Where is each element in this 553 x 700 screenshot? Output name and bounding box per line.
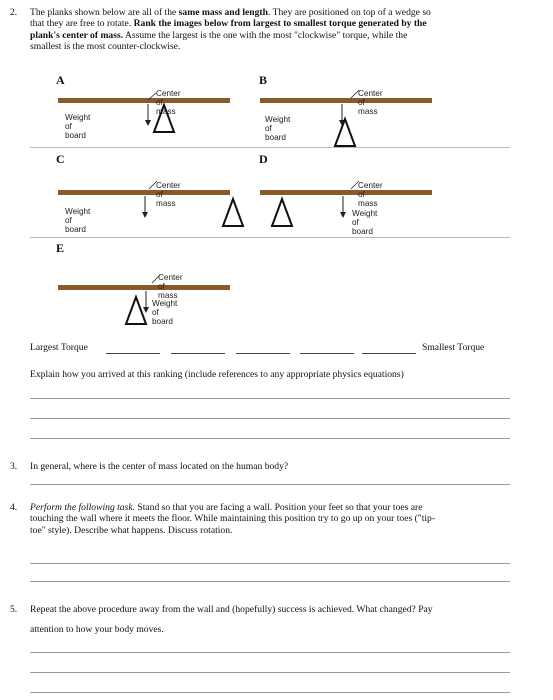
- figure-e-plank: [58, 285, 230, 290]
- rank-blank-1[interactable]: [106, 353, 160, 354]
- q5-answer-line-3[interactable]: [30, 692, 510, 693]
- q2-line1: The planks shown below are all of the same mass and length. They are positioned on top of a wedge so: [30, 7, 431, 18]
- q5-answer-line-1[interactable]: [30, 652, 510, 653]
- q4-line1: Perform the following task. Stand so that you are facing a wall. Position your feet so that your toes are: [30, 502, 423, 513]
- figure-c-wedge-icon: [221, 198, 245, 228]
- figure-b-com-label: Center of mass: [358, 89, 383, 116]
- q3-answer-line[interactable]: [30, 484, 510, 485]
- figure-a-plank: [58, 98, 230, 103]
- figure-a-com-label: Center of mass: [156, 89, 181, 116]
- q4-answer-line-2[interactable]: [30, 581, 510, 582]
- q4-number: 4.: [10, 502, 18, 513]
- q4-prompt: [30, 502, 545, 536]
- q2-number: 2.: [10, 7, 18, 18]
- q2-line3: plank's center of mass. Assume the largest is the one with the most "clockwise" torque, while the: [30, 29, 408, 41]
- explain-answer-line-1[interactable]: [30, 398, 510, 399]
- q4-line3: toe" style). Describe what happens. Discuss rotation.: [30, 524, 233, 536]
- figure-e-com-label: Center of mass: [158, 273, 183, 300]
- q4-answer-line-1[interactable]: [30, 563, 510, 564]
- q5-answer-line-2[interactable]: [30, 672, 510, 673]
- rank-blank-3[interactable]: [236, 353, 290, 354]
- figure-b-weight-label: Weight of board: [265, 115, 291, 142]
- figure-c-label: C: [56, 152, 65, 166]
- figure-c-plank: [58, 190, 230, 195]
- q3-number: 3.: [10, 461, 18, 472]
- figure-a-label: A: [56, 73, 65, 87]
- figure-b-wedge-icon: [333, 118, 357, 148]
- rank-blank-2[interactable]: [171, 353, 225, 354]
- figure-b-plank: [260, 98, 432, 103]
- largest-torque-label: Largest Torque: [30, 342, 88, 353]
- figure-c-com-label: Center of mass: [156, 181, 181, 208]
- figure-e-label: E: [56, 241, 65, 255]
- q2-line2: that they are free to rotate. Rank the images below from largest to smallest torque generated by the: [30, 18, 427, 30]
- q5-line1: Repeat the above procedure away from the wall and (hopefully) success is achieved. What changed? Pay: [30, 604, 433, 615]
- rank-blank-4[interactable]: [300, 353, 354, 354]
- q5-line2: attention to how your body moves.: [30, 624, 164, 636]
- q5-prompt: [30, 604, 545, 636]
- figure-d-com-label: Center of mass: [358, 181, 383, 208]
- figure-a-weight-label: Weight of board: [65, 113, 91, 140]
- figure-d-weight-label: Weight of board: [352, 209, 378, 236]
- figure-divider-2: [30, 237, 510, 238]
- smallest-torque-label: Smallest Torque: [422, 342, 485, 353]
- figure-c-weight-label: Weight of board: [65, 207, 91, 234]
- figure-b-label: B: [259, 73, 268, 87]
- q4-line2: touching the wall where it meets the floor. While maintaining this position try to go up on your toes ("tip-: [30, 513, 436, 525]
- figure-d-plank: [260, 190, 432, 195]
- explain-prompt: Explain how you arrived at this ranking (include references to any appropriate physics equations): [30, 369, 404, 380]
- q5-number: 5.: [10, 604, 18, 615]
- explain-answer-line-2[interactable]: [30, 418, 510, 419]
- q2-prompt: [30, 7, 545, 53]
- figure-a-wedge-icon: [152, 104, 176, 134]
- q3-prompt: In general, where is the center of mass located on the human body?: [30, 461, 289, 472]
- figure-d-weight-arrow: [338, 196, 348, 226]
- figure-d-label: D: [259, 152, 268, 166]
- figure-c-weight-arrow: [140, 196, 150, 226]
- q2-line4: smallest is the most counter-clockwise.: [30, 41, 181, 53]
- rank-blank-5[interactable]: [362, 353, 416, 354]
- figure-divider: [30, 147, 510, 148]
- figure-e-wedge-icon: [124, 296, 148, 326]
- explain-answer-line-3[interactable]: [30, 438, 510, 439]
- figure-d-wedge-icon: [270, 198, 294, 228]
- figure-e-weight-label: Weight of board: [152, 299, 178, 326]
